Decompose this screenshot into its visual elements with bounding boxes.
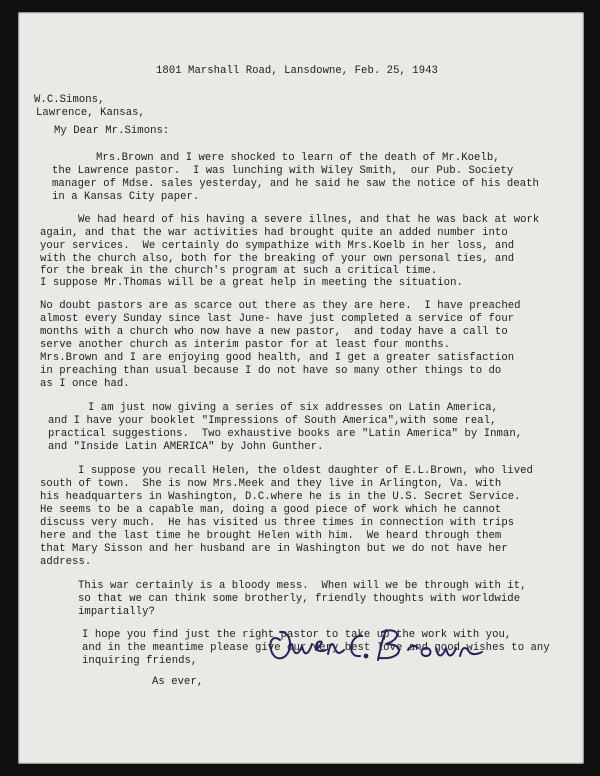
body-line: discuss very much. He has visited us three times in connection with trips [40,517,515,529]
body-line: and "Inside Latin AMERICA" by John Gunther. [48,441,324,453]
body-line: again, and that the war activities had brought quite an added number into [40,227,508,239]
body-line: manager of Mdse. sales yesterday, and he said he saw the notice of his death [52,178,539,190]
body-line: impartially? [78,606,155,618]
body-line: months with a church who now have a new pastor, and today have a call to [40,326,508,338]
body-line: for the break in the church's program at such a critical time. [40,265,438,277]
addressee-name: W.C.Simons, [34,94,105,106]
body-line: with the church also, both for the breaking of your own personal ties, and [40,253,515,265]
body-line: We had heard of his having a severe illnes, and that he was back at work [78,214,540,226]
body-line: as I once had. [40,378,130,390]
body-line: and in the meantime please give our very best love and good wishes to any [82,642,550,654]
body-line: No doubt pastors are as scarce out there as they are here. I have preached [40,300,521,312]
handwritten-signature [258,610,518,670]
body-line: and I have your booklet "Impressions of South America",with some real, [48,415,497,427]
body-line: I am just now giving a series of six addresses on Latin America, [88,402,499,414]
salutation: My Dear Mr.Simons: [54,125,170,137]
body-line: Mrs.Brown and I were shocked to learn of the death of Mr.Koelb, [96,152,500,164]
body-line: the Lawrence pastor. I was lunching with Wiley Smith, our Pub. Society [52,165,514,177]
body-line: I suppose you recall Helen, the oldest daughter of E.L.Brown, who lived [78,465,533,477]
addressee-city: Lawrence, Kansas, [36,107,145,119]
body-line: so that we can think some brotherly, friendly thoughts with worldwide [78,593,521,605]
body-line: Mrs.Brown and I are enjoying good health, and I get a greater satisfaction [40,352,515,364]
body-line: I suppose Mr.Thomas will be a great help in meeting the situation. [40,277,463,289]
body-line: almost every Sunday since last June- have just completed a service of four [40,313,515,325]
body-line: his headquarters in Washington, D.C.where he is in the U.S. Secret Service. [40,491,521,503]
body-line: in preaching than usual because I do not have so many other things to do [40,365,502,377]
body-line: address. [40,556,92,568]
body-line: I hope you find just the right pastor to take up the work with you, [82,629,512,641]
body-line: in a Kansas City paper. [52,191,200,203]
body-line: here and the last time he brought Helen with him. We heard through them [40,530,502,542]
body-line: serve another church as interim pastor for at least four months. [40,339,451,351]
body-line: inquiring friends, [82,655,198,667]
closing: As ever, [152,676,204,688]
body-line: that Mary Sisson and her husband are in Washington but we do not have her [40,543,508,555]
body-line: your services. We certainly do sympathize with Mrs.Koelb in her loss, and [40,240,515,252]
body-line: practical suggestions. Two exhaustive books are "Latin America" by Inman, [48,428,523,440]
body-line: He seems to be a capable man, doing a good piece of work which he cannot [40,504,502,516]
body-line: south of town. She is now Mrs.Meek and they live in Arlington, Va. with [40,478,502,490]
letter-page [18,12,584,764]
dateline: 1801 Marshall Road, Lansdowne, Feb. 25, 1943 [156,65,438,77]
body-line: This war certainly is a bloody mess. When will we be through with it, [78,580,527,592]
